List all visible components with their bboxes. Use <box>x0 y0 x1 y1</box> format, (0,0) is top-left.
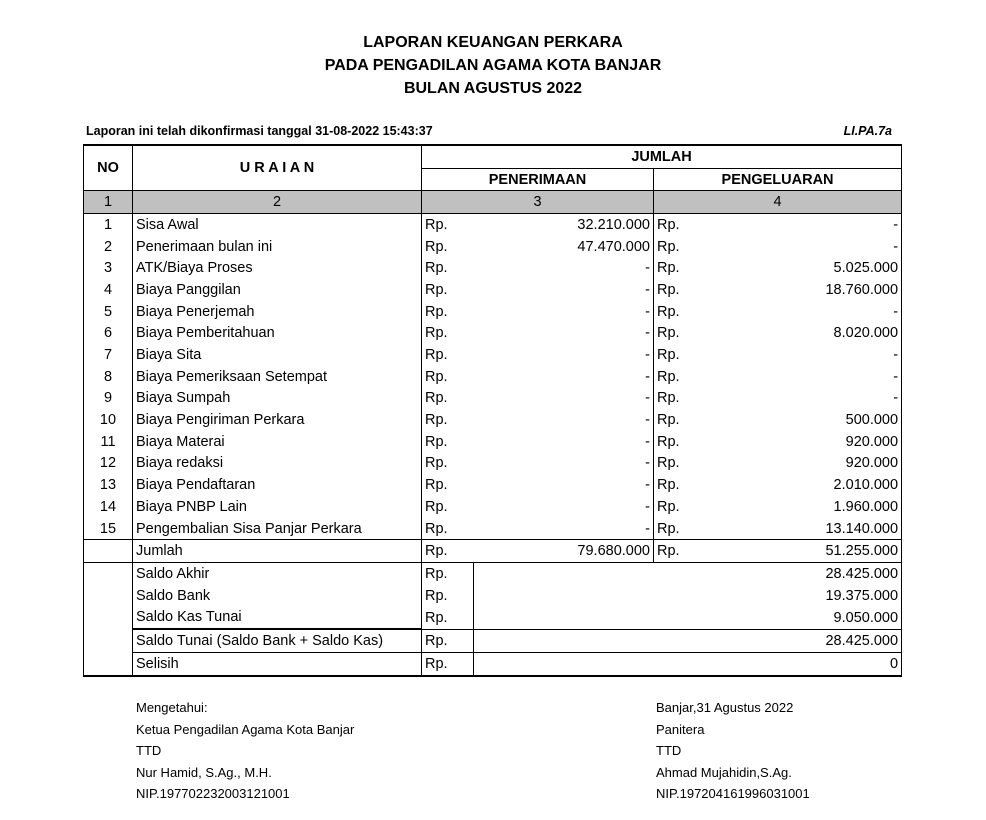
sig-left-line-1: Mengetahui: <box>136 700 208 715</box>
currency-in: Rp. <box>425 477 448 494</box>
col-penerimaan-header: PENERIMAAN <box>422 168 654 191</box>
row-pengeluaran: 13.140.000 <box>727 518 902 540</box>
row-no: 14 <box>84 496 133 518</box>
row-penerimaan: - <box>474 388 654 410</box>
currency-in: Rp. <box>425 412 448 429</box>
currency-in: Rp. <box>425 455 448 472</box>
row-penerimaan: - <box>474 366 654 388</box>
sig-left-line-5: NIP.197702232003121001 <box>136 786 290 802</box>
currency-in: Rp. <box>425 281 448 298</box>
row-pengeluaran: 5.025.000 <box>727 257 902 279</box>
saldo-currency: Rp. <box>422 585 474 607</box>
row-penerimaan: - <box>474 453 654 475</box>
row-label: Biaya Pendaftaran <box>133 474 422 496</box>
row-pengeluaran: 500.000 <box>727 409 902 431</box>
currency-out: Rp. <box>657 498 680 515</box>
saldo-label: Saldo Kas Tunai <box>133 606 422 629</box>
row-no: 15 <box>84 518 133 540</box>
row-no: 12 <box>84 453 133 475</box>
saldo-value: 0 <box>474 652 902 675</box>
currency-out: Rp. <box>657 238 680 255</box>
saldo-currency: Rp. <box>422 629 474 652</box>
row-no: 13 <box>84 474 133 496</box>
form-code: LI.PA.7a <box>843 124 892 138</box>
table-row <box>84 496 902 518</box>
saldo-value: 19.375.000 <box>474 585 902 607</box>
row-penerimaan: 32.210.000 <box>474 214 654 236</box>
saldo-row <box>84 606 902 629</box>
table-row <box>84 214 902 236</box>
saldo-row <box>84 629 902 652</box>
saldo-value: 28.425.000 <box>474 629 902 652</box>
currency-in: Rp. <box>425 433 448 450</box>
sig-right-line-3: TTD <box>656 743 682 759</box>
row-label: Penerimaan bulan ini <box>133 236 422 258</box>
row-no: 7 <box>84 344 133 366</box>
currency-out: Rp. <box>657 281 680 298</box>
total-penerimaan: 79.680.000 <box>474 540 654 563</box>
table-row <box>84 409 902 431</box>
column-number-row <box>84 191 902 214</box>
header-row-1 <box>84 145 902 168</box>
table-row <box>84 431 902 453</box>
currency-out: Rp. <box>657 455 680 472</box>
row-pengeluaran: - <box>727 344 902 366</box>
table-row <box>84 366 902 388</box>
row-penerimaan: - <box>474 474 654 496</box>
signature-left <box>136 697 354 805</box>
row-pengeluaran: - <box>727 214 902 236</box>
row-pengeluaran: - <box>727 366 902 388</box>
saldo-row <box>84 563 902 585</box>
signature-right <box>656 697 810 805</box>
saldo-value: 28.425.000 <box>474 563 902 585</box>
currency-in: Rp. <box>425 520 448 537</box>
col-no-header: NO <box>84 145 133 191</box>
table-row <box>84 518 902 540</box>
col-num-1: 1 <box>84 191 133 214</box>
currency-out: Rp. <box>657 433 680 450</box>
saldo-currency: Rp. <box>422 606 474 629</box>
total-pengeluaran: 51.255.000 <box>727 540 902 563</box>
currency-in: Rp. <box>425 368 448 385</box>
financial-report-table <box>83 144 902 677</box>
saldo-row <box>84 585 902 607</box>
table-row <box>84 279 902 301</box>
row-no: 10 <box>84 409 133 431</box>
row-label: Biaya Panggilan <box>133 279 422 301</box>
row-label: Biaya Pemeriksaan Setempat <box>133 366 422 388</box>
sig-right-line-2: Panitera <box>656 721 705 737</box>
currency-in: Rp. <box>425 238 448 255</box>
currency-out: Rp. <box>657 260 680 277</box>
row-label: Biaya Pemberitahuan <box>133 323 422 345</box>
row-penerimaan: - <box>474 301 654 323</box>
row-pengeluaran: - <box>727 301 902 323</box>
row-penerimaan: - <box>474 323 654 345</box>
currency-out: Rp. <box>657 347 680 364</box>
table-row <box>84 474 902 496</box>
currency-out: Rp. <box>657 216 680 233</box>
currency-out: Rp. <box>657 412 680 429</box>
row-label: ATK/Biaya Proses <box>133 257 422 279</box>
row-no: 9 <box>84 388 133 410</box>
row-no: 8 <box>84 366 133 388</box>
row-label: Biaya Pengiriman Perkara <box>133 409 422 431</box>
row-label: Biaya Sumpah <box>133 388 422 410</box>
row-pengeluaran: 920.000 <box>727 431 902 453</box>
saldo-label: Saldo Akhir <box>133 563 422 585</box>
row-label: Biaya Materai <box>133 431 422 453</box>
total-row <box>84 540 902 563</box>
row-no: 4 <box>84 279 133 301</box>
saldo-row <box>84 652 902 675</box>
row-penerimaan: 47.470.000 <box>474 236 654 258</box>
row-label: Biaya Sita <box>133 344 422 366</box>
saldo-label: Selisih <box>133 652 422 675</box>
table-row <box>84 236 902 258</box>
currency-out: Rp. <box>657 325 680 342</box>
row-pengeluaran: - <box>727 236 902 258</box>
currency-in: Rp. <box>425 325 448 342</box>
row-penerimaan: - <box>474 344 654 366</box>
report-period: BULAN AGUSTUS 2022 <box>403 80 583 97</box>
table-row <box>84 257 902 279</box>
row-no: 6 <box>84 323 133 345</box>
row-no: 1 <box>84 214 133 236</box>
row-label: Sisa Awal <box>133 214 422 236</box>
currency-out: Rp. <box>654 540 727 563</box>
col-jumlah-header: JUMLAH <box>422 145 902 168</box>
row-penerimaan: - <box>474 257 654 279</box>
row-label: Biaya Penerjemah <box>133 301 422 323</box>
col-uraian-header: U R A I A N <box>133 145 422 191</box>
saldo-value: 9.050.000 <box>474 606 902 629</box>
row-pengeluaran: 2.010.000 <box>727 474 902 496</box>
row-penerimaan: - <box>474 518 654 540</box>
table-row <box>84 388 902 410</box>
row-no: 3 <box>84 257 133 279</box>
col-num-4: 4 <box>654 191 902 214</box>
row-pengeluaran: 920.000 <box>727 453 902 475</box>
row-no: 5 <box>84 301 133 323</box>
saldo-no-cell <box>84 563 133 676</box>
currency-in: Rp. <box>425 498 448 515</box>
row-penerimaan: - <box>474 409 654 431</box>
sig-left-line-3: TTD <box>136 743 162 759</box>
row-penerimaan: - <box>474 431 654 453</box>
table-row <box>84 301 902 323</box>
row-label: Biaya redaksi <box>133 453 422 475</box>
saldo-label: Saldo Bank <box>133 585 422 607</box>
currency-in: Rp. <box>425 347 448 364</box>
total-label: Jumlah <box>133 540 422 563</box>
row-pengeluaran: 18.760.000 <box>727 279 902 301</box>
currency-out: Rp. <box>657 477 680 494</box>
row-penerimaan: - <box>474 496 654 518</box>
row-pengeluaran: - <box>727 388 902 410</box>
currency-out: Rp. <box>657 390 680 407</box>
row-pengeluaran: 1.960.000 <box>727 496 902 518</box>
saldo-label: Saldo Tunai (Saldo Bank + Saldo Kas) <box>133 629 422 652</box>
table-row <box>84 323 902 345</box>
currency-out: Rp. <box>657 303 680 320</box>
currency-in: Rp. <box>425 390 448 407</box>
row-pengeluaran: 8.020.000 <box>727 323 902 345</box>
sig-right-line-1: Banjar,31 Agustus 2022 <box>656 700 794 715</box>
currency-in: Rp. <box>425 260 448 277</box>
currency-in: Rp. <box>425 303 448 320</box>
total-no-cell <box>84 540 133 563</box>
table-row <box>84 344 902 366</box>
col-num-3: 3 <box>422 191 654 214</box>
currency-out: Rp. <box>657 368 680 385</box>
col-num-2: 2 <box>133 191 422 214</box>
report-title: LAPORAN KEUANGAN PERKARA <box>363 34 623 51</box>
table-row <box>84 453 902 475</box>
row-label: Pengembalian Sisa Panjar Perkara <box>133 518 422 540</box>
saldo-currency: Rp. <box>422 652 474 675</box>
saldo-currency: Rp. <box>422 563 474 585</box>
currency-in: Rp. <box>422 540 474 563</box>
sig-left-line-2: Ketua Pengadilan Agama Kota Banjar <box>136 721 355 737</box>
currency-out: Rp. <box>657 520 680 537</box>
row-penerimaan: - <box>474 279 654 301</box>
row-no: 2 <box>84 236 133 258</box>
sig-right-line-5: NIP.197204161996031001 <box>656 786 810 802</box>
confirmation-note: Laporan ini telah dikonfirmasi tanggal 31-08-2022 15:43:37 <box>86 124 433 138</box>
currency-in: Rp. <box>425 216 448 233</box>
row-label: Biaya PNBP Lain <box>133 496 422 518</box>
sig-left-line-4: Nur Hamid, S.Ag., M.H. <box>136 764 272 780</box>
row-no: 11 <box>84 431 133 453</box>
col-pengeluaran-header: PENGELUARAN <box>654 168 902 191</box>
sig-right-line-4: Ahmad Mujahidin,S.Ag. <box>656 764 792 780</box>
report-subtitle: PADA PENGADILAN AGAMA KOTA BANJAR <box>324 57 662 74</box>
